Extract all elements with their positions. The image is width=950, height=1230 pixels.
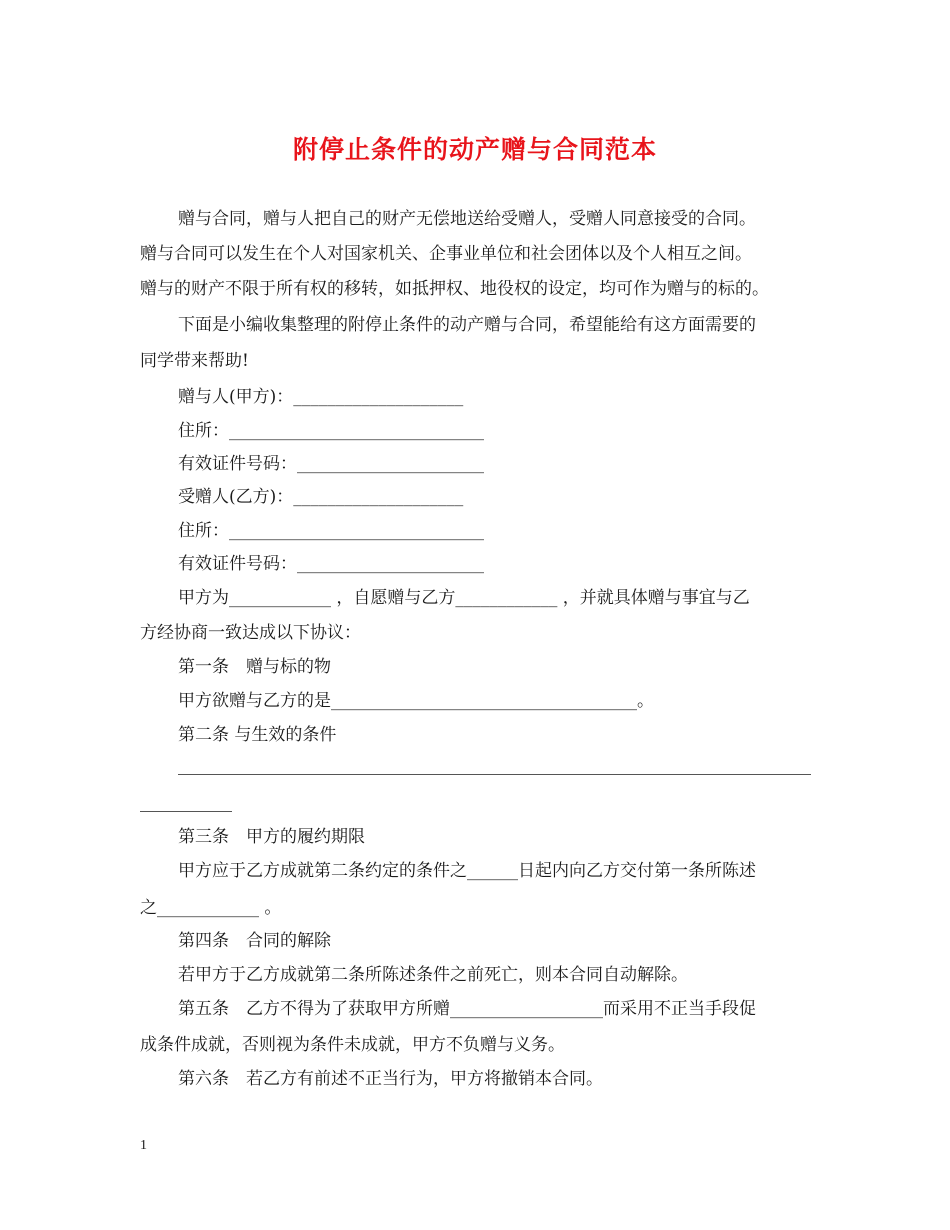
paragraph-line: 下面是小编收集整理的附停止条件的动产赠与合同，希望能给有这方面需要的 (178, 315, 756, 335)
paragraph-line: 之____________ 。 (140, 898, 282, 918)
donor-id-field: 有效证件号码：______________________ (178, 454, 484, 474)
paragraph-line: 成条件成就，否则视为条件未成就，甲方不负赠与义务。 (140, 1035, 565, 1055)
paragraph-line: 赠与合同可以发生在个人对国家机关、企事业单位和社会团体以及个人相互之间。 (140, 244, 752, 264)
paragraph-line: 赠与的财产不限于所有权的移转，如抵押权、地役权的设定，均可作为赠与的标的。 (140, 279, 769, 299)
paragraph-line: 甲方应于乙方成就第二条约定的条件之______日起内向乙方交付第一条所陈述 (178, 861, 756, 881)
article-heading: 第四条 合同的解除 (178, 931, 331, 951)
blank-line (140, 811, 232, 812)
donee-id-field: 有效证件号码：______________________ (178, 554, 484, 574)
paragraph-line: 方经协商一致达成以下协议： (140, 623, 361, 643)
paragraph-line: 赠与合同，赠与人把自己的财产无偿地送给受赠人，受赠人同意接受的合同。 (178, 209, 756, 229)
donor-address-field: 住所：______________________________ (178, 421, 484, 441)
donor-field: 赠与人(甲方)：____________________ (178, 387, 464, 407)
page-number: 1 (140, 1138, 147, 1153)
donee-field: 受赠人(乙方)：____________________ (178, 487, 464, 507)
article-heading: 第三条 甲方的履约期限 (178, 827, 365, 847)
document-title: 附停止条件的动产赠与合同范本 (292, 135, 657, 164)
article-heading: 第一条 赠与标的物 (178, 657, 331, 677)
paragraph-line: 第六条 若乙方有前述不正当行为，甲方将撤销本合同。 (178, 1069, 603, 1089)
paragraph-line: 若甲方于乙方成就第二条所陈述条件之前死亡，则本合同自动解除。 (178, 965, 688, 985)
paragraph-line: 甲方欲赠与乙方的是____________________________________。 (178, 691, 654, 711)
donee-address-field: 住所：______________________________ (178, 521, 484, 541)
blank-line (178, 774, 811, 775)
paragraph-line: 同学带来帮助! (140, 351, 249, 371)
paragraph-line: 甲方为____________ ，自愿赠与乙方____________ ，并就具体赠与事宜与乙 (178, 588, 750, 608)
article-heading: 第二条 与生效的条件 (178, 725, 337, 745)
paragraph-line: 第五条 乙方不得为了获取甲方所赠__________________而采用不正当手段促 (178, 999, 756, 1019)
